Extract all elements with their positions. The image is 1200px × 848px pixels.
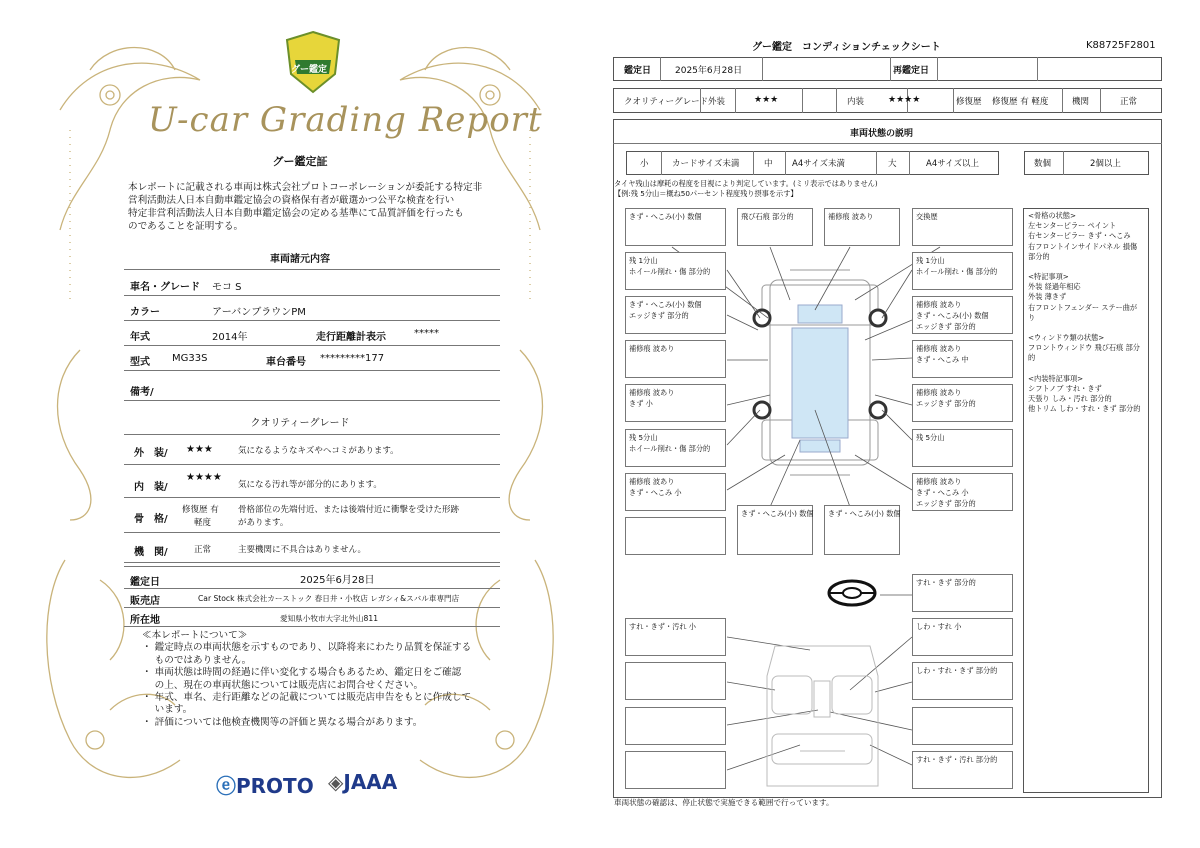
damage-box [912,429,1013,467]
damage-box [625,384,726,422]
proto-mark-icon: ⓔ [216,774,236,798]
damage-box [737,505,813,555]
section-title: 車両状態の説明 [850,129,914,139]
frame-value-2: 軽度 [194,518,212,528]
color-label: カラー [130,307,160,318]
damage-box [912,473,1013,511]
damage-box [625,296,726,334]
int-label: 内装 [847,97,865,107]
interior-label: 内 装/ [134,482,168,493]
notes-line: ・ 車両状態は時間の経過に伴い変化する場合もあるため、鑑定日をご確認 [142,667,462,679]
sheet-footer: 車両状態の確認は、停止状態で実施できる範囲で行っています。 [614,798,834,807]
mileage-value: ***** [414,328,439,339]
damage-box [737,208,813,246]
interior-text: すれ・きず・汚れ 小 [629,622,696,631]
interior-box [912,618,1013,656]
side-note-line: フロントウィンドウ 飛び石痕 部分的 [1028,343,1140,363]
damage-box [912,296,1013,334]
reinspect-label: 再鑑定日 [893,66,930,76]
size-mid: 中 [764,159,773,169]
tire-note-2: 【例:残 5分山＝概ね50パーセント程度残り摂事を示す】 [614,189,798,198]
damage-text: きず・へこみ(小) 数個 [629,300,702,309]
spec-row-year [124,321,500,346]
damage-box [625,517,726,555]
grade-label: クオリティーグレード [624,97,709,107]
damage-text: きず・へこみ 小 [629,488,682,497]
sheet-title: グー鑑定 コンディションチェックシート [752,42,941,53]
logo-label: グー鑑定 [291,65,328,75]
spec-title: 車両諸元内容 [270,254,330,265]
damage-text: ホイール削れ・傷 部分的 [629,444,711,453]
jaaa-mark-icon: ◈ [328,770,344,794]
damage-text: エッジきず 部分的 [629,311,689,320]
interior-box [625,618,726,656]
notes-line: ・ 評価については他検査機関等の評価と異なる場合があります。 [142,716,423,728]
side-note-line: 左センターピラー ペイント [1028,221,1117,231]
proto-logo [216,770,314,799]
engine-desc: 主要機関に不具合はありません。 [238,545,367,555]
date-label: 鑑定日 [624,66,652,76]
damage-text: 残 5分山 [916,433,945,442]
interior-box [625,751,726,789]
info-row-date [124,566,500,589]
damage-box [912,384,1013,422]
damage-box [912,208,1013,246]
engine-label: 機関 [1072,97,1090,107]
exterior-label: 外 装/ [134,448,168,459]
type-label: 型式 [130,357,150,368]
side-note-line: 天張り しみ・汚れ 部分的 [1028,394,1112,404]
spec-row-type [124,346,500,371]
exterior-stars: ★★★ [186,444,213,455]
interior-text: すれ・きず・汚れ 部分的 [916,755,998,764]
side-notes [1023,208,1149,793]
interior-stars: ★★★★ [186,472,222,483]
ext-label: 外装 [708,97,726,107]
damage-text: 補修痕 波あり [629,344,675,353]
damage-box [824,208,900,246]
repair-label: 修復歴 [956,97,982,107]
side-note-line: <特記事項> [1028,272,1069,282]
notes-line: ・ 年式、車名、走行距離などの記載については販売店申告をもとに作成して [142,692,472,704]
engine-value: 正常 [1120,97,1138,107]
address-value: 愛知県小牧市大字北外山811 [280,614,379,623]
certificate-body [128,181,498,233]
steering-wheel-icon [826,578,878,608]
side-note-line: 右センターピラー きず・へこみ [1028,231,1131,241]
interior-text: すれ・きず 部分的 [916,578,976,587]
damage-text: きず・へこみ(小) 数個 [828,509,901,518]
frame-desc-1: 骨格部位の先端付近、または後端付近に衝撃を受けた形跡 [238,505,460,515]
sheet-id: K88725F2801 [1086,40,1156,51]
damage-text: 補修痕 波あり [629,388,675,397]
damage-text: 補修痕 波あり [629,477,675,486]
damage-text: 残 1分山 [629,256,658,265]
damage-box [625,252,726,290]
date-label: 鑑定日 [130,577,160,588]
damage-text: エッジきず 部分的 [916,399,976,408]
damage-text: ホイール削れ・傷 部分的 [629,267,711,276]
damage-text: エッジきず 部分的 [916,322,976,331]
interior-desc: 気になる汚れ等が部分的にあります。 [238,480,382,490]
repair-value: 修復歴 有 軽度 [992,97,1049,107]
damage-box [912,340,1013,378]
damage-text: 飛び石痕 部分的 [741,212,794,221]
car-interior-diagram-icon [760,636,885,796]
count-desc: 2個以上 [1090,159,1121,169]
damage-text: きず 小 [629,399,653,408]
certificate-line: 本レポートに記載される車両は株式会社プロトコーポレーションが委託する特定非 [128,182,483,193]
notes-line: ・ 鑑定時点の車両状態を示すものであり、以降将来にわたり品質を保証する [142,642,472,654]
damage-box [625,429,726,467]
notes-line: ものではありません。 [142,654,252,666]
damage-text: 補修痕 波あり [916,388,962,397]
ext-stars: ★★★ [754,95,779,105]
damage-box [625,340,726,378]
size-small-desc: カードサイズ未満 [672,159,740,169]
size-small: 小 [640,159,649,169]
spec-row-model [124,271,500,296]
interior-text: しわ・すれ・きず 部分的 [916,666,998,675]
address-label: 所在地 [130,615,160,626]
damage-text: 残 1分山 [916,256,945,265]
remarks-label: 備考/ [130,387,154,398]
size-mid-desc: A4サイズ未満 [792,159,846,169]
int-stars: ★★★★ [888,95,921,105]
type-value: MG33S [172,353,208,364]
damage-text: 補修痕 波あり [916,477,962,486]
interior-text: しわ・すれ 小 [916,622,962,631]
engine-label: 機 関/ [134,547,168,558]
damage-text: 補修痕 波あり [916,344,962,353]
side-note-line: <内装特記事項> [1028,373,1084,383]
count-label: 数個 [1034,159,1052,169]
side-note-line: 右フロントインサイドパネル 損傷 [1028,241,1138,251]
certificate-line: のであることを証明する。 [128,221,244,232]
engine-value: 正常 [194,545,212,555]
notes-line: います。 [142,704,193,716]
jaaa-logo-text: JAAA [343,770,398,794]
damage-box [625,473,726,511]
quality-title: クオリティーグレード [250,418,350,429]
damage-text: きず・へこみ 中 [916,355,969,364]
damage-box [625,208,726,246]
chassis-label: 車台番号 [266,357,306,368]
tire-note-1: タイヤ残山は摩耗の程度を目視により判定しています。(ミリ表示ではありません) [614,179,878,188]
damage-text: 交換歴 [916,212,938,221]
report-notes [142,630,502,729]
goo-kantei-logo [283,30,343,94]
side-note-line: <ウィンドウ類の状態> [1028,333,1105,343]
interior-box [912,574,1013,612]
damage-text: きず・へこみ(小) 数個 [741,509,814,518]
damage-text: 補修痕 波あり [916,300,962,309]
damage-box [912,252,1013,290]
certificate-title: グー鑑定証 [272,155,328,168]
damage-text: ホイール削れ・傷 部分的 [916,267,998,276]
side-note-line: 右フロントフェンダー ステー曲がり [1028,302,1138,322]
notes-title: ≪本レポートについて≫ [142,630,248,641]
size-large-desc: A4サイズ以上 [926,159,980,169]
info-row-address [124,608,500,627]
exterior-desc: 気になるようなキズやヘコミがあります。 [238,446,399,456]
side-note-line: <骨格の状態> [1028,211,1076,220]
model-label: 車名・グレード [130,282,200,293]
side-note-line: シフトノブ すれ・きず [1028,383,1102,393]
condition-check-sheet [600,0,1200,848]
side-note-line: 外装 経過年相応 [1028,282,1081,292]
interior-box [912,751,1013,789]
quality-row-interior [124,468,500,498]
date-value: 2025年6月28日 [675,66,743,76]
quality-row-frame [124,501,500,533]
year-label: 年式 [130,332,150,343]
spec-row-remarks [124,376,500,401]
interior-box [912,707,1013,745]
side-note-line: 部分的 [1028,251,1050,261]
frame-value-1: 修復歴 有 [182,505,219,515]
interior-box [912,662,1013,700]
certificate-line: 特定非営利活動法人日本自動車鑑定協会の定める基準にて品質評価を行ったも [128,208,464,219]
date-value: 2025年6月28日 [300,575,375,586]
spec-row-color [124,296,500,321]
damage-text: 残 5分山 [629,433,658,442]
size-large: 大 [888,159,897,169]
jaaa-logo [328,770,397,794]
damage-text: きず・へこみ 小 [916,488,969,497]
color-value: アーバンブラウンPM [212,307,306,318]
report-script-title: U-car Grading Report [148,100,543,140]
damage-box [824,505,900,555]
frame-desc-2: があります。 [238,518,289,528]
certificate-line: 営利活動法人日本自動車鑑定協会の資格保有者が厳選かつ公平な検査を行い [128,195,455,206]
damage-text: きず・へこみ(小) 数個 [629,212,702,221]
year-value: 2014年 [212,332,248,343]
side-note-line: 外装 薄きず [1028,292,1067,302]
interior-box [625,662,726,700]
model-value: モコ S [212,282,242,293]
quality-row-exterior [124,437,500,465]
damage-text: エッジきず 部分的 [916,499,976,508]
interior-box [625,707,726,745]
shop-value: Car Stock 株式会社カーストック 春日井・小牧店 レガシィ&スバル車専門店 [198,594,460,603]
damage-text: きず・へこみ(小) 数個 [916,311,989,320]
notes-line: の上、現在の車両状態については販売店にお問合せください。 [142,679,424,691]
proto-logo-text: PROTO [236,774,314,798]
shop-label: 販売店 [130,596,160,607]
quality-row-engine [124,536,500,563]
info-row-shop [124,589,500,608]
damage-text: 補修痕 波あり [828,212,874,221]
side-note-line: 他トリム しわ・すれ・きず 部分的 [1028,404,1141,414]
mileage-label: 走行距離計表示 [316,332,386,343]
frame-label: 骨 格/ [134,514,168,525]
chassis-value: *********177 [320,353,385,364]
